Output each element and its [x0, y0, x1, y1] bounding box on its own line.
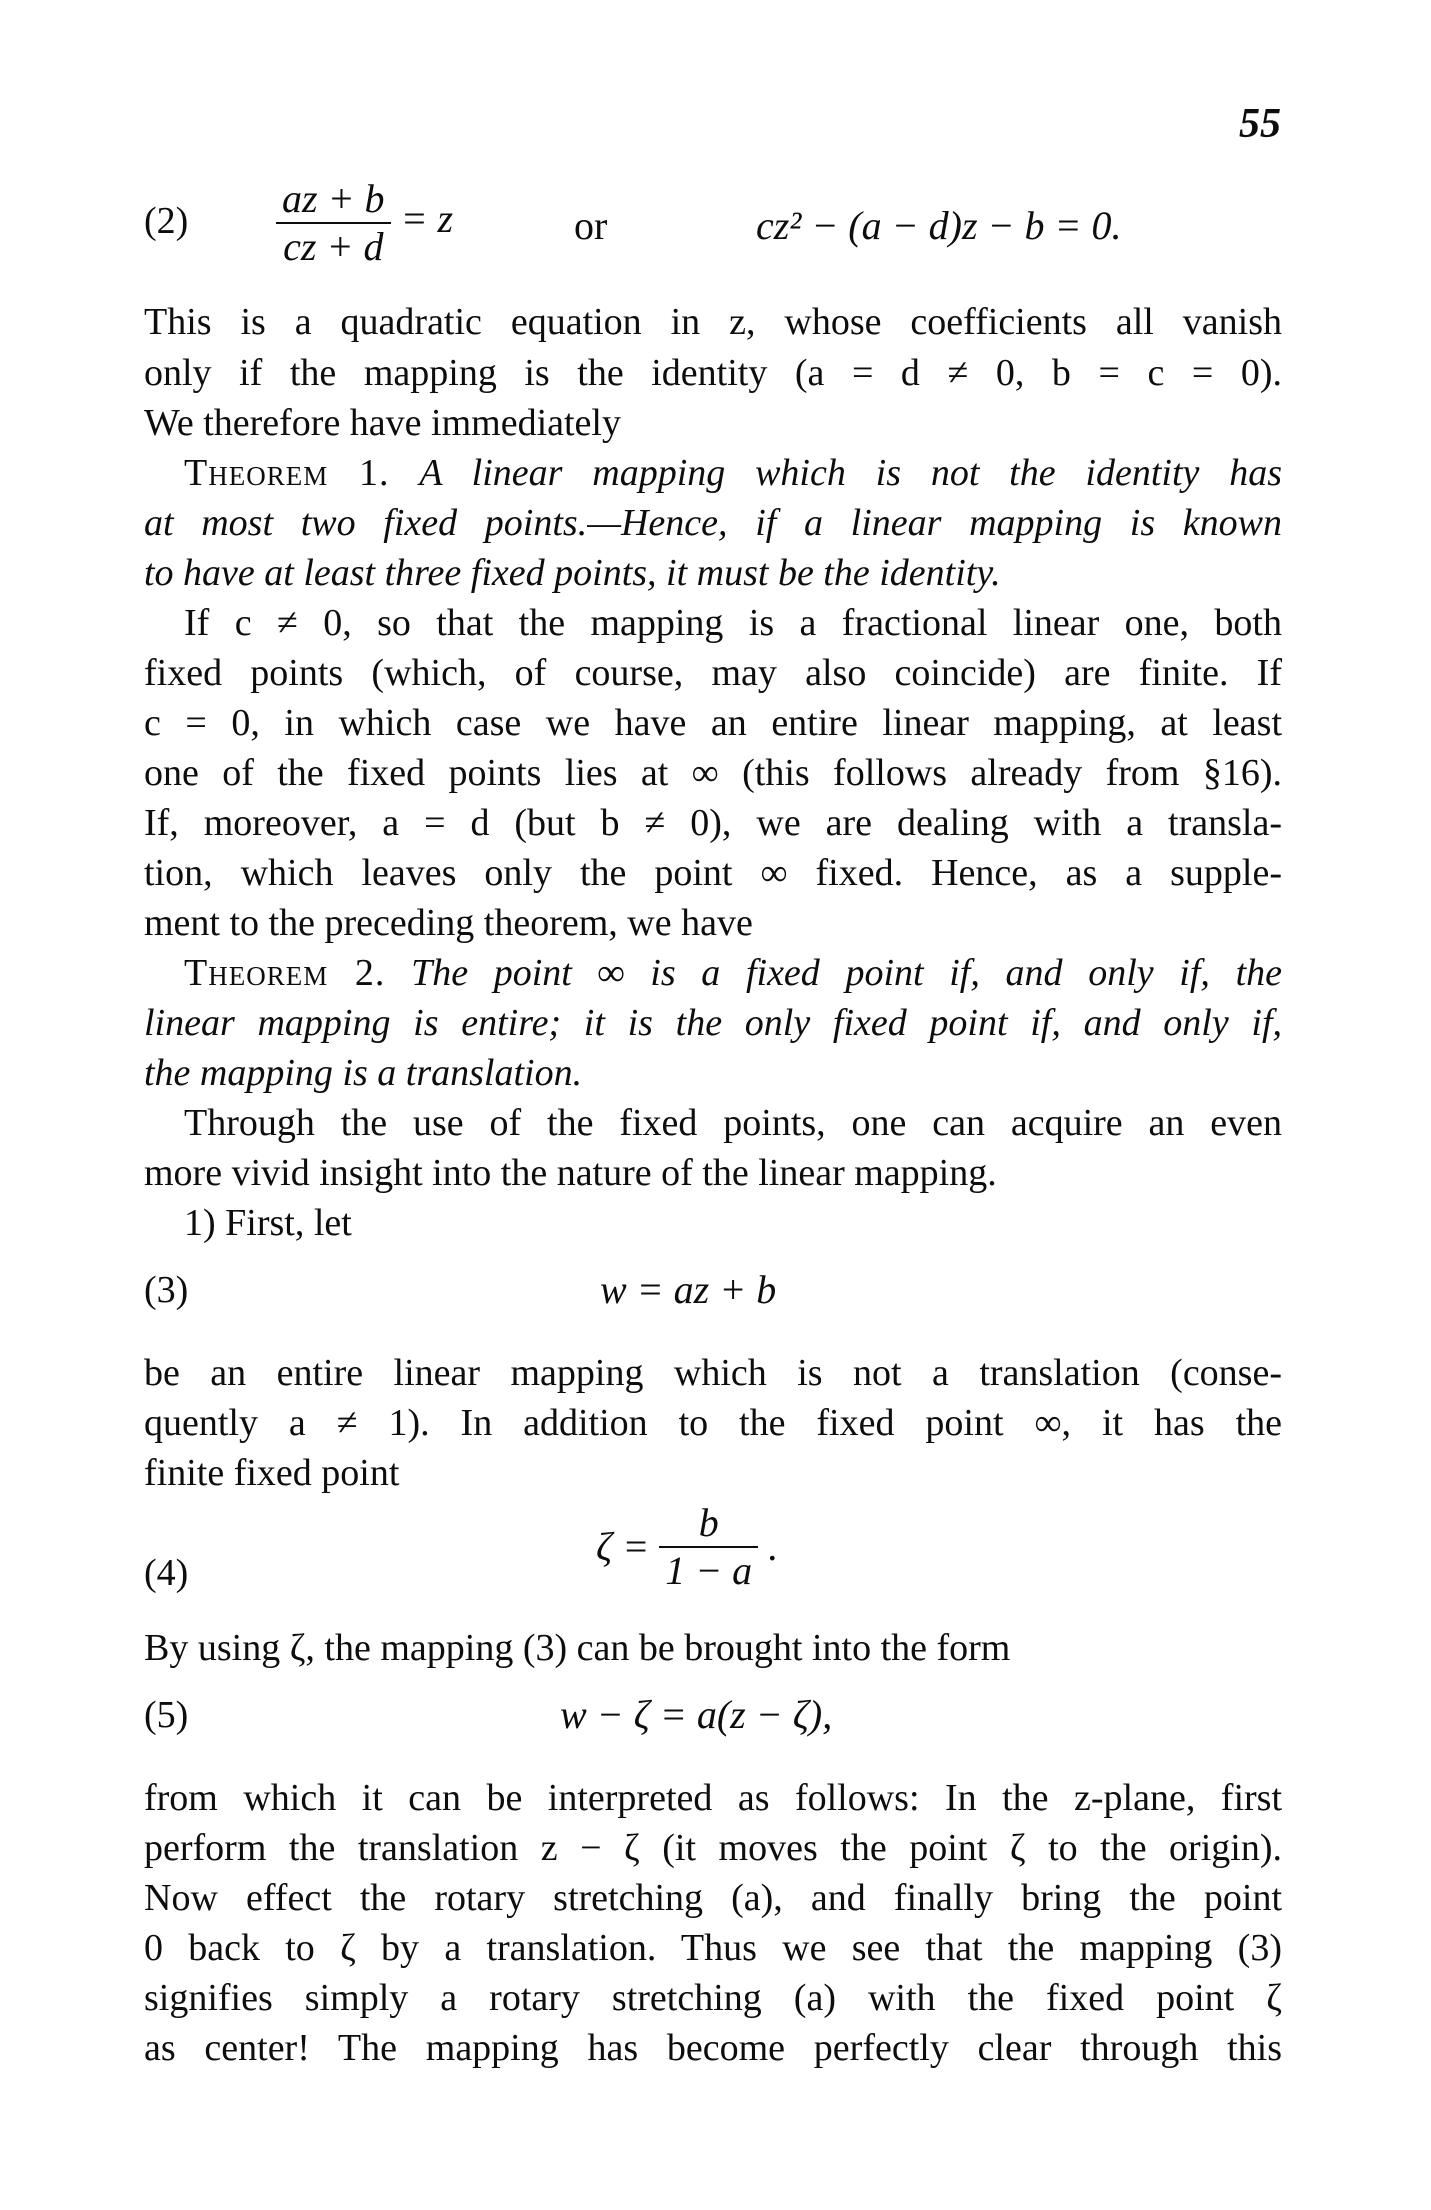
equation-4-numerator: b [659, 1500, 758, 1548]
theorem-2-line [184, 948, 1282, 998]
equation-4-label: (4) [144, 1552, 189, 1594]
theorem-2-text: The point ∞ is a fixed point if, and only if, the [411, 952, 1283, 994]
equation-3: w = az + b [600, 1267, 777, 1312]
equation-5-label: (5) [144, 1694, 189, 1736]
paragraph-6-line: signifies simply a rotary stretching (a) with the fixed point ζ [144, 1977, 1282, 2019]
paragraph-4-line: quently a ≠ 1). In addition to the fixed point ∞, it has the [144, 1402, 1282, 1444]
equation-4-lhs: ζ = [596, 1524, 650, 1569]
paragraph-4-line: be an entire linear mapping which is not a translation (conse- [144, 1352, 1282, 1394]
paragraph-6-line: as center! The mapping has become perfectly clear through this [144, 2027, 1282, 2069]
paragraph-1-line: We therefore have immediately [144, 402, 621, 444]
page-number: 55 [1239, 101, 1281, 147]
paragraph-6-line: perform the translation z − ζ (it moves the point ζ to the origin). [144, 1827, 1282, 1869]
theorem-1-line [184, 448, 1282, 498]
equation-2-quadratic: cz² − (a − d)z − b = 0. [756, 203, 1122, 248]
equation-4 [596, 1500, 778, 1594]
paragraph-2-line: If c ≠ 0, so that the mapping is a fractional linear one, both [184, 602, 1282, 644]
paragraph-3-line: more vivid insight into the nature of the linear mapping. [144, 1152, 997, 1194]
paragraph-2-line: one of the fixed points lies at ∞ (this follows already from §16). [144, 752, 1282, 794]
equation-2-fraction [276, 176, 391, 270]
equation-2 [276, 176, 453, 270]
paragraph-2-line: tion, which leaves only the point ∞ fixed. Hence, as a supple- [144, 852, 1282, 894]
paragraph-2-line: c = 0, in which case we have an entire linear mapping, at least [144, 702, 1282, 744]
theorem-2-line: linear mapping is entire; it is the only fixed point if, and only if, [144, 1002, 1282, 1044]
paragraph-3-line: Through the use of the fixed points, one can acquire an even [184, 1102, 1282, 1144]
theorem-2-line: the mapping is a translation. [144, 1052, 583, 1094]
theorem-1-label: Theorem 1. [184, 452, 390, 494]
equation-5: w − ζ = a(z − ζ), [560, 1692, 833, 1737]
paragraph-6-line: Now effect the rotary stretching (a), and finally bring the point [144, 1877, 1282, 1919]
equation-2-label: (2) [144, 200, 189, 242]
paragraph-2-line: ment to the preceding theorem, we have [144, 902, 753, 944]
theorem-1-text: A linear mapping which is not the identity has [419, 452, 1282, 494]
equation-4-period: . [768, 1524, 779, 1569]
paragraph-1-line: only if the mapping is the identity (a = d ≠ 0, b = c = 0). [144, 352, 1282, 394]
paragraph-5-line: By using ζ, the mapping (3) can be brought into the form [144, 1627, 1011, 1669]
equation-2-or: or [574, 203, 608, 248]
equation-2-denominator: cz + d [283, 224, 384, 269]
paragraph-3-line: 1) First, let [184, 1202, 352, 1244]
paragraph-6-line: 0 back to ζ by a translation. Thus we see that the mapping (3) [144, 1927, 1282, 1969]
theorem-2-label: Theorem 2. [184, 952, 386, 994]
theorem-1-line: at most two fixed points.—Hence, if a linear mapping is known [144, 502, 1282, 544]
equation-4-fraction [659, 1500, 758, 1594]
equation-2-rhs: = z [400, 196, 454, 242]
paragraph-6-line: from which it can be interpreted as follows: In the z-plane, first [144, 1777, 1282, 1819]
paragraph-2-line: If, moreover, a = d (but b ≠ 0), we are dealing with a transla- [144, 802, 1282, 844]
paragraph-4-line: finite fixed point [144, 1452, 400, 1494]
paragraph-1-line: This is a quadratic equation in z, whose coefficients all vanish [144, 301, 1282, 343]
paragraph-2-line: fixed points (which, of course, may also coincide) are finite. If [144, 652, 1282, 694]
equation-3-label: (3) [144, 1269, 189, 1311]
theorem-1-line: to have at least three fixed points, it must be the identity. [144, 552, 1001, 594]
equation-2-numerator: az + b [276, 176, 391, 224]
equation-4-denominator: 1 − a [665, 1548, 753, 1593]
